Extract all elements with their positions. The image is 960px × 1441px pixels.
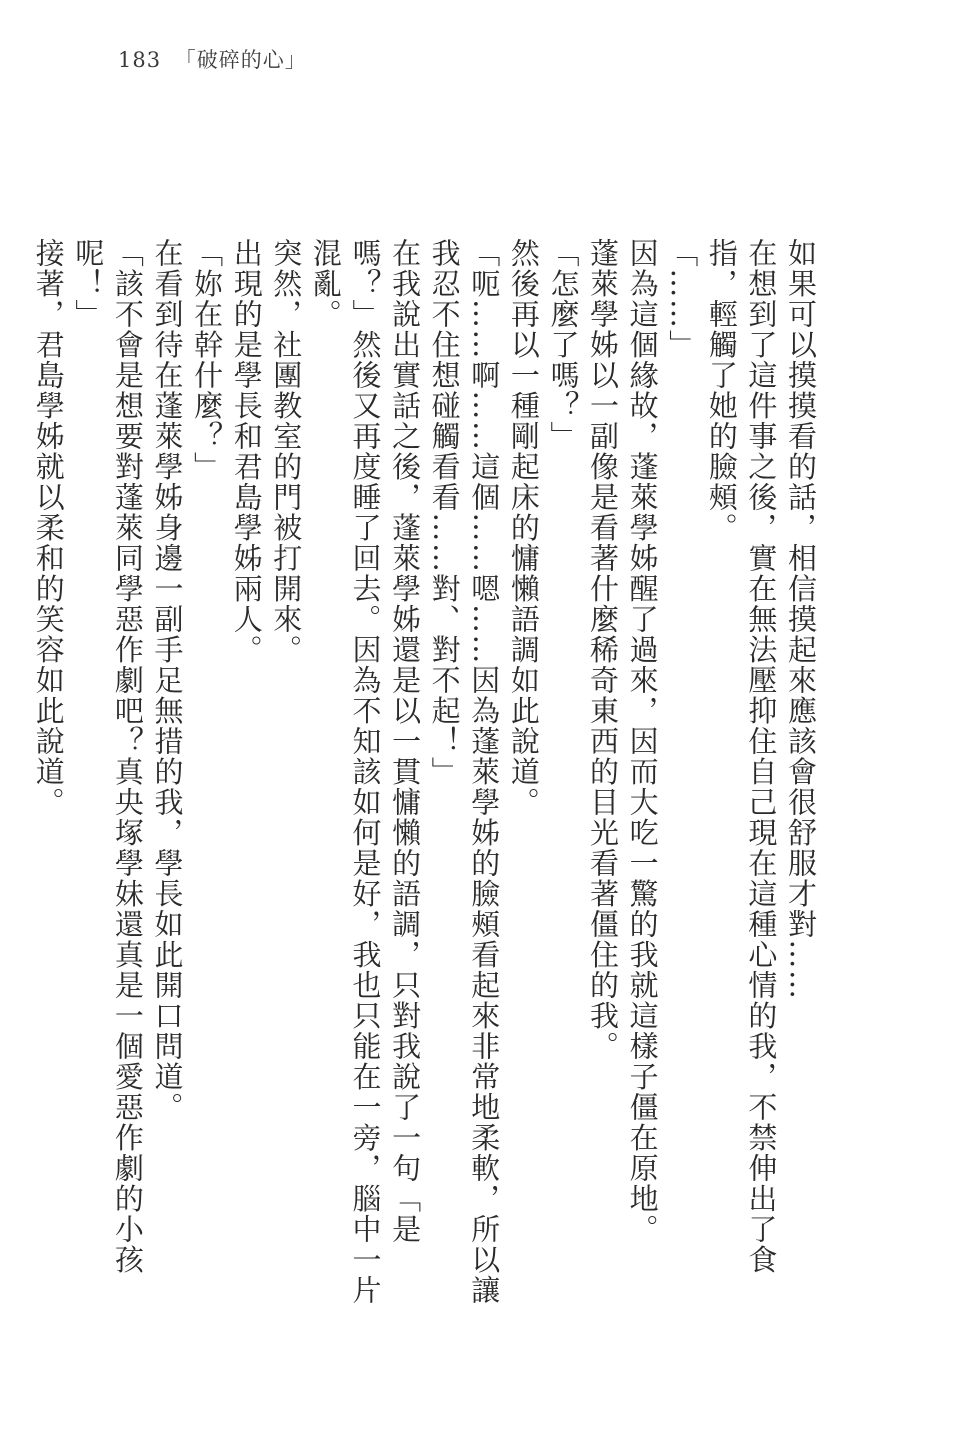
paragraph: 因為這個緣故，蓬萊學姊醒了過來，因而大吃一驚的我就這樣子僵在原地。 [625,238,660,1245]
paragraph: 「妳在幹什麼？」 [190,238,225,482]
page-number: 183 [118,48,162,72]
paragraph: 「……」 [665,238,700,360]
paragraph: 在我說出實話之後，蓬萊學姊還是以一貫慵懶的語調，只對我說了一句「是嗎？」然後又再度睡了回去。因為不知該如何是好，我也只能在一旁，腦中一片混亂。 [308,238,423,1306]
paragraph: 「該不會是想要對蓬萊同學惡作劇吧？真央塚學妹還真是一個愛惡作劇的小孩呢！」 [71,238,145,1275]
chapter-title: 「破碎的心」 [174,48,307,72]
paragraph: 「怎麼了嗎？」 [546,238,581,452]
paragraph: 出現的是學長和君島學姊兩人。 [229,238,264,665]
paragraph: 在看到待在蓬萊學姊身邊一副手足無措的我，學長如此開口問道。 [150,238,185,1123]
paragraph: 然後再以一種剛起床的慵懶語調如此說道。 [506,238,541,818]
paragraph: 蓬萊學姊以一副像是看著什麼稀奇東西的目光看著僵住的我。 [586,238,621,1062]
paragraph: 在想到了這件事之後，實在無法壓抑住自己現在這種心情的我，不禁伸出了食指，輕觸了她的臉頰。 [704,238,779,1275]
paragraph: 突然，社團教室的門被打開來。 [269,238,304,665]
paragraph: 如果可以摸摸看的話，相信摸起來應該會很舒服才對…… [784,238,818,1001]
running-header [118,44,307,74]
paragraph: 「呃……啊……這個……嗯……因為蓬萊學姊的臉頰看起來非常地柔軟，所以讓我忍不住想碰觸看看……對、對不起！」 [427,238,502,1306]
body-text [28,238,820,1318]
paragraph: 接著，君島學姊就以柔和的笑容如此說道。 [31,238,66,818]
